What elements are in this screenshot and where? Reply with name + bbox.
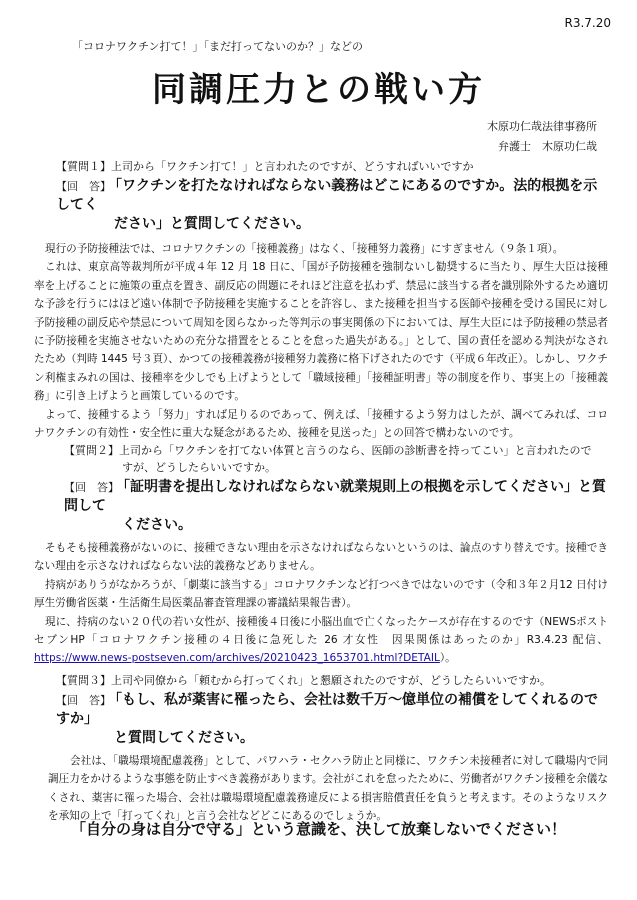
paragraph: これは、東京高等裁判所が平成４年 12 月 18 日に、「国が予防接種を強制ないし勧奨するに当たり、厚生大臣は接種率を上げることに施策の重点を置き、副反応の問題にそれほど注意を払わず、禁忌に該当する者を識別除外するため適切な予診を行うにはほど遠い体制で予防接種を実施することを許容し、また接種を担当する医師や接種を受ける国民に対し予防接種の副反応や禁忌について周知を図らなかった等判示の事実関係の下においては、厚生大臣には予防接種の禁忌者に予防接種を実施させないための充分な措置をとることを怠った過失がある。」として、国の責任を認める判決がなされたため（判時 1445 号３頁）、かつての接種義務が接種努力義務に格下げされたのです（平成６年改正）。しかし、ワクチン利権まみれの国は、接種率を少しでも上げようとして「職域接種」「接種証明書」等の制度を作り、事実上の「接種義務」に引き上げようと画策しているのです。 [34, 261, 608, 403]
qa-section-3 [34, 672, 608, 826]
paragraph-tail: ）。 [439, 652, 456, 665]
answer-3-body [34, 752, 608, 826]
source-link[interactable]: https://www.news-postseven.com/archives/20210423_1653701.html?DETAIL [34, 652, 440, 665]
question-3: 【質問３】上司や同僚から「頼むから打ってくれ」と懇願されたのですが、どうしたらいいですか。 [56, 674, 551, 687]
lawyer-name: 弁護士 木原功仁哉 [498, 140, 597, 153]
answer-1-line2: ださい」と質問してください。 [114, 216, 310, 232]
question-2 [34, 442, 608, 476]
paragraph: 現行の予防接種法では、コロナワクチンの「接種義務」はなく、「接種努力義務」にすぎません（９条１項）。 [45, 243, 564, 255]
answer-label: 【回 答】 [56, 180, 111, 193]
answer-3 [34, 691, 608, 748]
paragraph: そもそも接種義務がないのに、接種できない理由を示さなければならないというのは、論点のすり替えです。接種できない理由を示さなければならない法的義務などありません。 [34, 542, 608, 573]
paragraph: 会社は、「職場環境配慮義務」として、パワハラ・セクハラ防止と同様に、ワクチン未接種者に対して職場内で同調圧力をかけるような事態を防止すべき義務があります。会社がこれを怠ったために、労働者がワクチン接種を余儀なくされ、薬害に罹った場合、会社は職場環境配慮義務違反による損害賠償責任を負うと考えます。そのようなリスクを承知の上で「打ってくれ」と言う会社などどこにあるのでしょうか。 [48, 755, 608, 823]
paragraph: よって、接種するよう「努力」すれば足りるのであって、例えば、「接種するよう努力はしたが、調べてみれば、コロナワクチンの有効性・安全性に重大な疑念があるため、接種を見送った」との回答で構わないのです。 [34, 408, 608, 440]
closing-message: 「自分の身は自分で守る」という意識を、決して放棄しないでください！ [70, 820, 566, 838]
answer-2-line1: 「証明書を提出しなければならない就業規則上の根拠を示してください」と質問して [64, 479, 606, 514]
answer-2-line2: ください。 [122, 517, 192, 533]
question-2-line2: すが、どうしたらいいですか。 [122, 461, 276, 474]
answer-label: 【回 答】 [64, 481, 119, 494]
answer-3-line2: と質問してください。 [114, 730, 254, 746]
paragraph [34, 613, 608, 668]
answer-label: 【回 答】 [56, 694, 111, 707]
question-1: 【質問１】上司から「ワクチン打て！」と言われたのですが、どうすればいいですか [56, 160, 474, 173]
tagline: 「コロナワクチン打て！」「まだ打ってないのか？」などの [72, 40, 363, 53]
answer-2-body [34, 539, 608, 668]
paragraph: 持病がありうがなかろうが、「劇薬に該当する」コロナワクチンなど打つべきではないのです（令和３年２月12 日付け厚生労働省医薬・生活衛生局医薬品審査管理課の審議結果報告書）。 [34, 578, 608, 610]
answer-1 [34, 177, 608, 234]
paragraph-text: 現に、持病のない２０代の若い女性が、接種後４日後に小脳出血で亡くなったケースが存在するのです（NEWSポストセブンHP「コロナワクチン接種の４日後に急死した 26 才女性 因果関係はあったのか」R3.4.23 配信、 [34, 615, 608, 647]
document-date: R3.7.20 [564, 16, 611, 30]
answer-3-line1: 「もし、私が薬害に罹ったら、会社は数千万～億単位の補償をしてくれるのですか」 [56, 692, 598, 727]
answer-1-body [34, 240, 608, 442]
page-title: 同調圧力との戦い方 [152, 70, 485, 110]
qa-section-1 [34, 158, 608, 442]
answer-2 [34, 478, 608, 535]
qa-section-2 [34, 442, 608, 668]
answer-1-line1: 「ワクチンを打たなければならない義務はどこにあるのですか。法的根拠を示してく [56, 178, 598, 213]
question-2-line1: 【質問２】上司から「ワクチンを打てない体質と言うのなら、医師の診断書を持ってこい」と言われたので [64, 444, 592, 457]
law-office-name: 木原功仁哉法律事務所 [487, 120, 597, 133]
